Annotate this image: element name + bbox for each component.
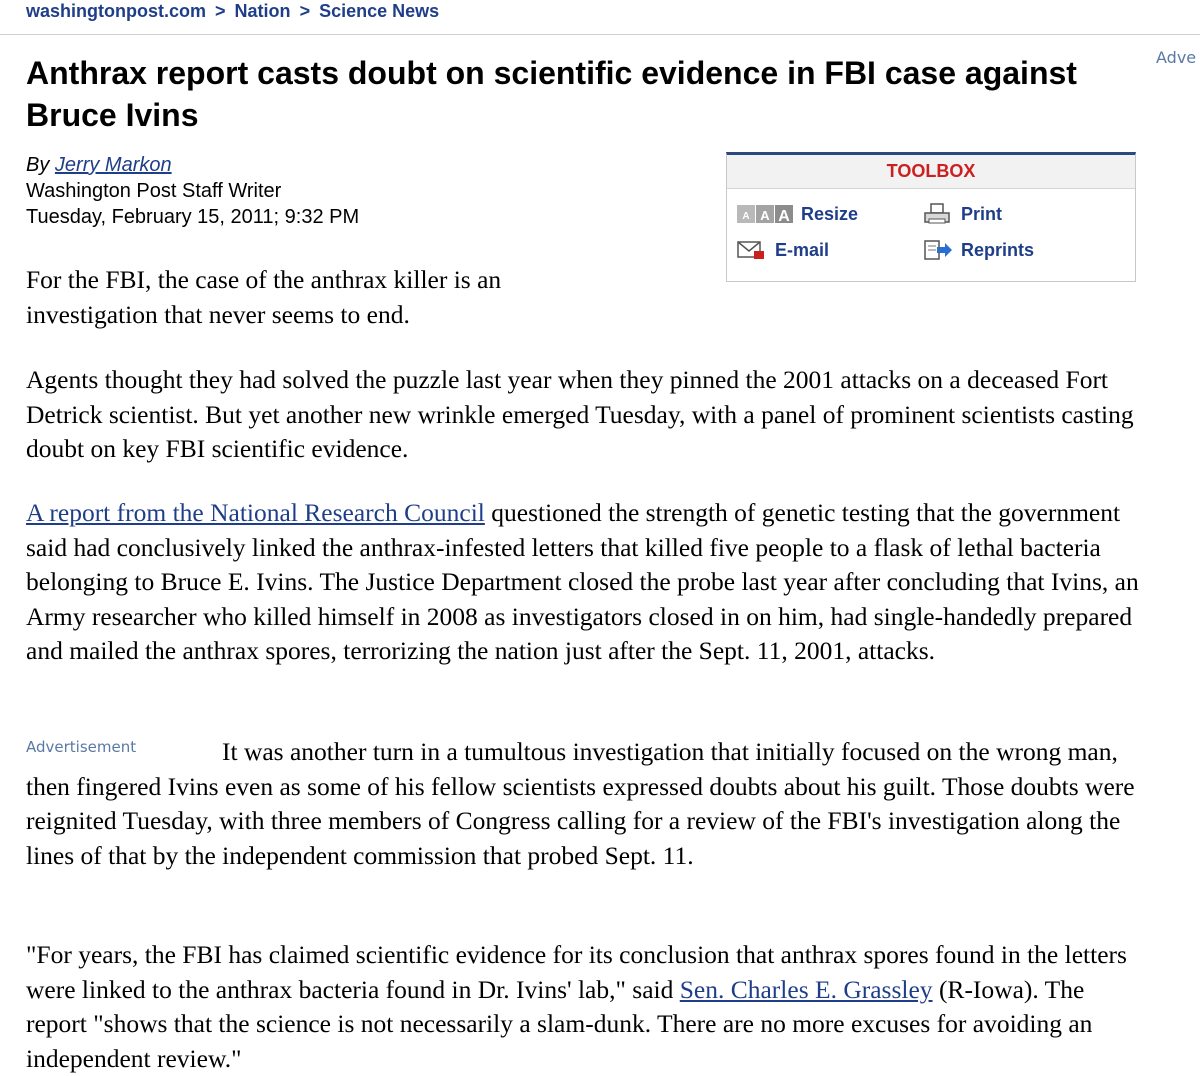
article-paragraph-5-text: "For years, the FBI has claimed scientific evidence for its conclusion that anthrax spores found in the letters were linked to the anthrax bacteria found in Dr. Ivins' lab," said xyxy=(26,940,1127,1004)
svg-text:A: A xyxy=(742,211,750,222)
byline-date: Tuesday, February 15, 2011; 9:32 PM xyxy=(26,206,360,228)
resize-button[interactable] xyxy=(737,203,858,225)
printer-icon xyxy=(923,203,953,225)
svg-text:A: A xyxy=(760,208,770,223)
breadcrumb-nation-link[interactable]: Nation xyxy=(234,1,291,21)
grassley-link[interactable]: Sen. Charles E. Grassley xyxy=(679,974,933,1004)
advertisement-corner-label: Adve xyxy=(1156,48,1197,67)
byline-role: Washington Post Staff Writer xyxy=(26,180,282,202)
byline-by: By xyxy=(26,154,50,176)
top-divider xyxy=(0,34,1200,35)
article-paragraph-2: Agents thought they had solved the puzzle last year when they pinned the 2001 attacks on a deceased Fort Detrick scientist. But yet another new wrinkle emerged Tuesday, with a panel of prominent scientists casting doubt on key FBI scientific evidence. xyxy=(26,365,1134,463)
toolbox-title: TOOLBOX xyxy=(727,155,1135,189)
print-label: Print xyxy=(961,203,1003,224)
headline: Anthrax report casts doubt on scientific evidence in FBI case against Bruce Ivins xyxy=(26,55,1077,133)
reprints-label: Reprints xyxy=(961,239,1035,260)
article-paragraph-1: For the FBI, the case of the anthrax killer is an investigation that never seems to end. xyxy=(26,265,502,329)
text-resize-icon xyxy=(737,203,793,225)
breadcrumb xyxy=(26,0,439,22)
breadcrumb-separator: > xyxy=(299,1,311,21)
reprints-icon xyxy=(923,239,953,261)
nrc-report-link[interactable]: A report from the National Research Council xyxy=(26,498,485,527)
article-paragraph-3 xyxy=(26,496,1151,669)
article-paragraph-5 xyxy=(26,938,1151,1076)
breadcrumb-site-link[interactable]: washingtonpost.com xyxy=(26,1,206,21)
email-label: E-mail xyxy=(775,239,830,260)
breadcrumb-separator: > xyxy=(215,1,226,21)
author-link[interactable]: Jerry Markon xyxy=(54,154,172,176)
reprints-button[interactable] xyxy=(923,239,1034,261)
advertisement-label: Advertisement xyxy=(26,738,137,756)
svg-text:A: A xyxy=(778,208,790,225)
article-paragraph-3-text: questioned the strength of genetic testing that the government said had conclusively linked the anthrax-infested letters that killed five people to a flask of lethal bacteria belonging to Bruce E. Ivins. The Justice Department closed the probe last year after concluding that Ivins, an Army researcher who killed himself in 2008 as investigators closed in on him, had single-handedly prepared and mailed the anthrax spores, terrorizing the nation just after the Sept. 11, 2001, attacks. xyxy=(26,498,1139,665)
print-button[interactable] xyxy=(923,203,1002,225)
byline xyxy=(26,152,359,230)
article-paragraph-4-text: It was another turn in a tumultous investigation that initially focused on the wrong man, then fingered Ivins even as some of his fellow scientists expressed doubts about his guilt. Those doubts were reignited Tuesday, with three members of Congress calling for a review of the FBI's investigation along the lines of that by the independent commission that probed Sept. 11. xyxy=(26,737,1135,870)
email-icon xyxy=(737,239,767,261)
toolbox xyxy=(726,152,1136,282)
email-button[interactable] xyxy=(737,239,829,261)
breadcrumb-science-news-link[interactable]: Science News xyxy=(319,1,440,21)
resize-label: Resize xyxy=(801,203,859,224)
article-paragraph-4 xyxy=(26,735,1151,873)
article-paragraph-5-rest: (R-Iowa). The report "shows that the science is not necessarily a slam-dunk. There are no more excuses for avoiding an independent review." xyxy=(26,974,1093,1073)
